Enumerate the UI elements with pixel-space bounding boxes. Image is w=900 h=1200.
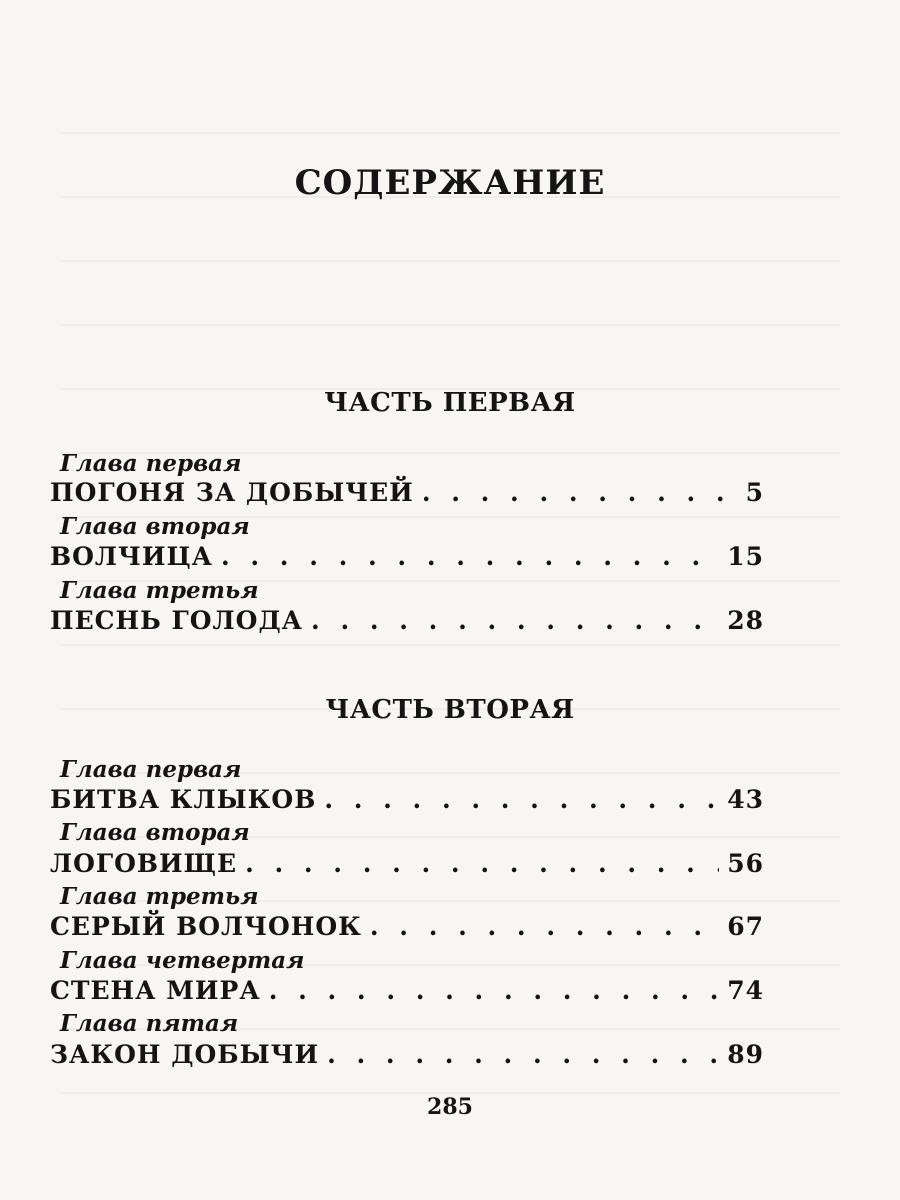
chapter-page-number: 56: [727, 849, 764, 878]
chapter-page-number: 5: [745, 478, 764, 507]
toc-entry[interactable]: [50, 976, 764, 1005]
chapter-label: Глава вторая: [60, 819, 250, 846]
chapter-label: Глава пятая: [60, 1010, 239, 1037]
chapter-name: ПЕСНЬ ГОЛОДА: [50, 606, 304, 635]
toc-entry[interactable]: [50, 606, 764, 635]
chapter-label: Глава третья: [60, 883, 259, 910]
dot-leader: [221, 542, 719, 571]
page-number: 285: [427, 1094, 473, 1120]
chapter-name: ЗАКОН ДОБЫЧИ: [50, 1040, 320, 1069]
dot-leader: [269, 976, 720, 1005]
chapter-page-number: 15: [727, 542, 764, 571]
dot-leader: [327, 1040, 719, 1069]
chapter-label: Глава первая: [60, 756, 242, 783]
dot-leader: [311, 606, 719, 635]
chapter-name: СТЕНА МИРА: [50, 976, 261, 1005]
dot-leader: [245, 849, 719, 878]
chapter-label: Глава вторая: [60, 513, 250, 540]
toc-entry[interactable]: [50, 849, 764, 878]
dot-leader: [422, 478, 738, 507]
chapter-name: ПОГОНЯ ЗА ДОБЫЧЕЙ: [50, 478, 414, 507]
toc-entry[interactable]: [50, 478, 764, 507]
part-title: ЧАСТЬ ПЕРВАЯ: [324, 388, 576, 418]
chapter-page-number: 74: [727, 976, 764, 1005]
chapter-name: БИТВА КЛЫКОВ: [50, 785, 317, 814]
toc-entry[interactable]: [50, 785, 764, 814]
chapter-label: Глава первая: [60, 450, 242, 477]
chapter-page-number: 89: [727, 1040, 764, 1069]
chapter-page-number: 28: [727, 606, 764, 635]
toc-entry[interactable]: [50, 912, 764, 941]
dot-leader: [324, 785, 719, 814]
dot-leader: [370, 912, 719, 941]
chapter-name: ВОЛЧИЦА: [50, 542, 213, 571]
chapter-label: Глава четвертая: [60, 947, 305, 974]
chapter-page-number: 67: [727, 912, 764, 941]
chapter-label: Глава третья: [60, 577, 259, 604]
chapter-page-number: 43: [727, 785, 764, 814]
part-title: ЧАСТЬ ВТОРАЯ: [325, 695, 575, 725]
toc-entry[interactable]: [50, 1040, 764, 1069]
chapter-name: СЕРЫЙ ВОЛЧОНОК: [50, 912, 362, 941]
toc-entry[interactable]: [50, 542, 764, 571]
contents-heading: СОДЕРЖАНИЕ: [294, 163, 606, 203]
chapter-name: ЛОГОВИЩЕ: [50, 849, 238, 878]
